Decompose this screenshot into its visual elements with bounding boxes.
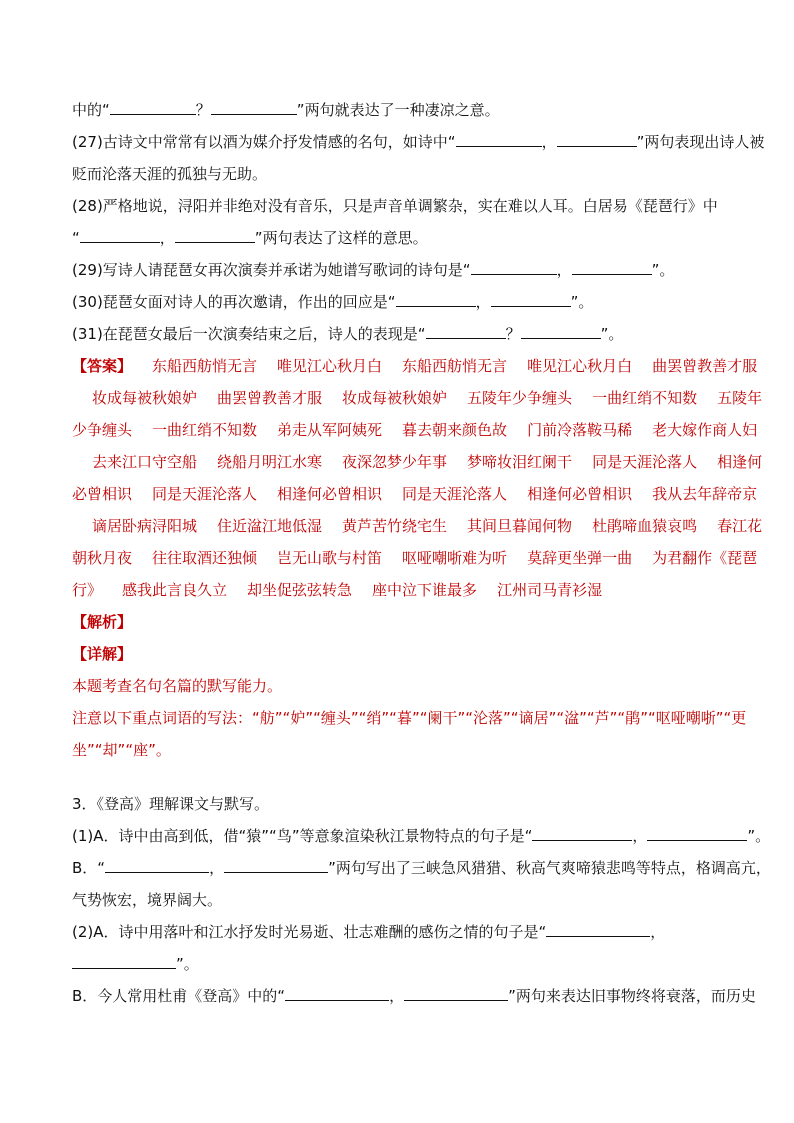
q30-line — [72, 286, 722, 318]
answer-item: 我从去年辞帝京 — [652, 485, 758, 503]
q3-2b — [72, 980, 756, 1012]
detail-line-2: 注意以下重点词语的写法：“舫”“妒”“缠头”“绡”“暮”“阑干”“沦落”“谪居”“湓”“芦”“鹃”“呕哑嘲哳”“更 — [72, 709, 747, 727]
detail-tag: 【详解】 — [72, 645, 133, 663]
text: ， — [632, 827, 648, 845]
text: ， — [389, 987, 405, 1005]
answer-item: 往往取酒还独倾 — [152, 549, 258, 567]
q3-1b — [72, 852, 771, 884]
text: 贬而沦落天涯的孤独与无助。 — [72, 165, 268, 183]
answer-tag: 【答案】 — [72, 357, 133, 375]
answer-item: 去来江口守空船 — [92, 453, 198, 471]
text: ， — [556, 261, 572, 279]
q-prev-line — [72, 94, 722, 126]
answer-row-1 — [72, 382, 763, 414]
spacer — [72, 766, 722, 788]
blank — [224, 858, 328, 873]
blank — [572, 260, 652, 275]
answer-item: 杜鹃啼血猿哀鸣 — [592, 517, 698, 535]
answer-item: 暮去朝来颜色故 — [402, 421, 508, 439]
document-page — [72, 94, 771, 1012]
blank — [532, 826, 632, 841]
text: (27)古诗文中常常有以酒为媒介抒发情感的名句，如诗中“ — [72, 133, 456, 151]
answer-item: 却坐促弦弦转急 — [247, 581, 353, 599]
text: ”。 — [651, 261, 675, 279]
answer-item: 唯见江心秋月白 — [277, 357, 383, 375]
q31-line — [72, 318, 722, 350]
answer-row-4 — [72, 478, 758, 510]
text: ”。 — [600, 325, 624, 343]
answer-row-2 — [72, 414, 758, 446]
text: ”两句表现出诗人被 — [636, 133, 765, 151]
analysis-tag: 【解析】 — [72, 613, 133, 631]
answer-item: 岂无山歌与村笛 — [277, 549, 383, 567]
text: ”两句就表达了一种凄凉之意。 — [296, 101, 500, 119]
answer-item: 同是天涯沦落人 — [592, 453, 698, 471]
text: (28)严格地说，浔阳并非绝对没有音乐，只是声音单调繁杂，实在难以人耳。白居易《琵琶行》中 — [72, 197, 718, 215]
answer-item: 门前冷落鞍马稀 — [527, 421, 633, 439]
text: (31)在琵琶女最后一次演奏结束之后，诗人的表现是“ — [72, 325, 426, 343]
text: (1)A．诗中由高到低，借“猿”“鸟”等意象渲染秋江景物特点的句子是“ — [72, 827, 533, 845]
text: ？ — [195, 101, 211, 119]
text: 中的“ — [72, 101, 110, 119]
blank — [285, 986, 389, 1001]
answer-row-7 — [72, 574, 722, 606]
answer-row-3 — [72, 446, 763, 478]
text: B．今人常用杜甫《登高》中的“ — [72, 987, 286, 1005]
answer-item: 谪居卧病浔阳城 — [92, 517, 198, 535]
answer-item: 弟走从军阿姨死 — [277, 421, 383, 439]
text: ， — [159, 229, 175, 247]
answer-item: 老大嫁作商人妇 — [652, 421, 758, 439]
blank — [456, 132, 542, 147]
q3-2a — [72, 916, 722, 948]
answer-item: 同是天涯沦落人 — [152, 485, 258, 503]
blank — [396, 292, 476, 307]
blank — [471, 260, 557, 275]
answer-item: 莫辞更坐弹一曲 — [527, 549, 633, 567]
text: (29)写诗人请琵琶女再次演奏并承诺为她谱写歌词的诗句是“ — [72, 261, 471, 279]
answer-item: 必曾相识 — [72, 485, 133, 503]
blank — [211, 100, 297, 115]
answer-item: 五陵年少争缠头 — [467, 389, 573, 407]
answer-item: 五陵年 — [717, 389, 763, 407]
blank — [110, 100, 196, 115]
blank — [426, 324, 506, 339]
blank — [105, 858, 209, 873]
text: ”两句来表达旧事物终将衰落，而历史 — [508, 987, 756, 1005]
text: ”两句表达了这样的意思。 — [254, 229, 428, 247]
answer-item: 东船西舫悄无言 — [152, 357, 258, 375]
q3-2a-cont — [72, 948, 722, 980]
answer-item: 江州司马青衫湿 — [497, 581, 603, 599]
text: (2)A．诗中用落叶和江水抒发时光易逝、壮志难酬的感伤之情的句子是“ — [72, 923, 547, 941]
blank — [175, 228, 255, 243]
answer-item: 行》 — [72, 581, 103, 599]
answer-item: 曲罢曾教善才服 — [217, 389, 323, 407]
text: ”。 — [570, 293, 594, 311]
q28-line1 — [72, 190, 722, 222]
answer-item: 呕哑嘲哳难为听 — [402, 549, 508, 567]
text: ， — [475, 293, 491, 311]
blank — [546, 922, 650, 937]
answer-item: 同是天涯沦落人 — [402, 485, 508, 503]
answer-item: 朝秋月夜 — [72, 549, 133, 567]
answer-row-0 — [72, 350, 758, 382]
text: ”。 — [747, 827, 771, 845]
text: (30)琵琶女面对诗人的再次邀请，作出的回应是“ — [72, 293, 396, 311]
answer-item: 座中泣下谁最多 — [372, 581, 478, 599]
answer-item: 梦啼妆泪红阑干 — [467, 453, 573, 471]
answer-item: 住近湓江地低湿 — [217, 517, 323, 535]
blank — [647, 826, 747, 841]
text: ， — [541, 133, 557, 151]
answer-item: 相逢何必曾相识 — [527, 485, 633, 503]
answer-item: 感我此言良久立 — [122, 581, 228, 599]
q29-line — [72, 254, 722, 286]
answer-item: 为君翻作《琵琶 — [652, 549, 758, 567]
text: ？ — [505, 325, 521, 343]
blank — [521, 324, 601, 339]
text: ， — [650, 923, 666, 941]
text: ”两句写出了三峡急风猎猎、秋高气爽啼猿悲鸣等特点，格调高亢， — [328, 859, 771, 877]
q3-1b-cont: 气势恢宏，境界阔大。 — [72, 891, 223, 909]
answer-item: 绕船月明江水寒 — [217, 453, 323, 471]
answer-row-5 — [72, 510, 763, 542]
blank — [72, 954, 176, 969]
blank — [80, 228, 160, 243]
answer-item: 夜深忽梦少年事 — [342, 453, 448, 471]
detail-line-3: 坐”“却”“座”。 — [72, 741, 171, 759]
q27-line1 — [72, 126, 765, 158]
detail-line-1: 本题考查名句名篇的默写能力。 — [72, 677, 283, 695]
answer-item: 曲罢曾教善才服 — [652, 357, 758, 375]
q3-1a — [72, 820, 771, 852]
answer-item: 一曲红绡不知数 — [592, 389, 698, 407]
blank — [404, 986, 508, 1001]
answer-item: 相逢何必曾相识 — [277, 485, 383, 503]
text: ， — [209, 859, 225, 877]
q28-line2 — [72, 222, 722, 254]
q27-line2 — [72, 158, 722, 190]
text: ”。 — [176, 955, 199, 973]
answer-item: 东船西舫悄无言 — [402, 357, 508, 375]
answer-item: 唯见江心秋月白 — [527, 357, 633, 375]
answer-item: 黄芦苦竹绕宅生 — [342, 517, 448, 535]
answer-item: 妆成每被秋娘妒 — [92, 389, 198, 407]
answer-item: 其间旦暮闻何物 — [467, 517, 573, 535]
answer-item: 妆成每被秋娘妒 — [342, 389, 448, 407]
answer-item: 一曲红绡不知数 — [152, 421, 258, 439]
blank — [557, 132, 637, 147]
text: B．“ — [72, 859, 106, 877]
answer-item: 相逢何 — [717, 453, 763, 471]
answer-item: 少争缠头 — [72, 421, 133, 439]
q3-title: 3．《登高》理解课文与默写。 — [72, 795, 270, 813]
answer-row-6 — [72, 542, 758, 574]
text: “ — [72, 229, 80, 247]
blank — [491, 292, 571, 307]
answer-item: 春江花 — [717, 517, 763, 535]
